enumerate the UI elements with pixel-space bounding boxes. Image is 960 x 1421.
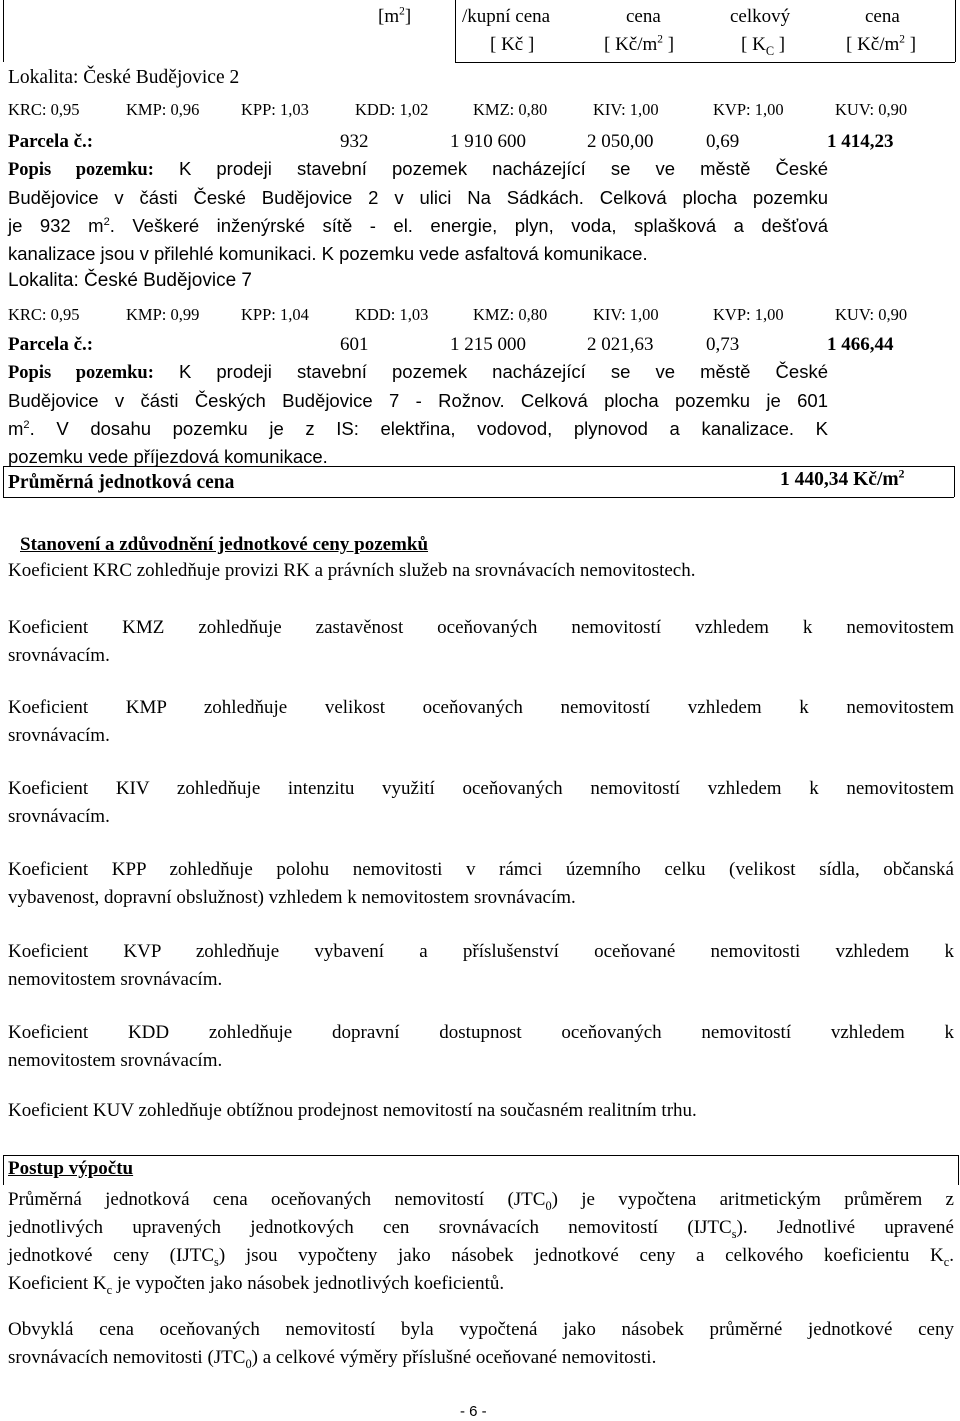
parcel-description: Popis pozemku: K prodeji stavební pozemek nacházející se ve městě České Budějovice v části České Budějovice 2 v ulici Na Sádkách. Celková plocha pozemku je 932 $m^2$. Veškeré inženýrské sítě - el. energie, plyn, voda, splašková a dešťová kanalizace jsou v přilehlé komunikaci. K pozemku vede asfaltová komunikace.	[8, 158, 828, 264]
parcel-label: Parcela č.:	[8, 131, 94, 152]
procedure-paragraph-2: Obvyklá cena oceňovaných nemovitostí byla vypočtená jako násobek průměrné jednotkové ceny srovnávacích nemovitosti $(JTC_0)$ a celkové výměry příslušné oceňované nemovitosti.	[8, 1319, 954, 1371]
parcel-description: Popis pozemku: K prodeji stavební pozemek nacházející se ve městě České Budějovice v části Českých Budějovice 7 - Rožnov. Celková plocha pozemku je 601 $m^2$. V dosahu pozemku je z IS: elektřina, vodovod, plynovod a kanalizace. K pozemku vede příjezdová komunikace.	[8, 361, 828, 467]
average-right-border	[954, 466, 955, 497]
header-unitprice-unit: [ $Kč/m^2$ ]	[604, 33, 675, 55]
parcel-unit-price: 2 021,63	[587, 334, 654, 355]
locality-title: Lokalita: České Budějovice 2	[8, 67, 240, 88]
average-divider	[3, 466, 954, 467]
justification-heading: Stanovení a zdůvodnění jednotkové ceny pozemků	[20, 534, 429, 555]
header-unitprice-top: cena	[626, 6, 661, 27]
kdd-text: Koeficient KDD zohledňuje dopravní dostupnost oceňovaných nemovitostí vzhledem k nemovitostem srovnávacím.	[8, 1022, 954, 1071]
average-value: 1 440,34 $Kč/m^2$	[780, 467, 905, 490]
page-number: - 6 -	[460, 1403, 487, 1420]
kuv-text: Koeficient KUV zohledňuje obtížnou prodejnost nemovitostí na současném realitním trhu.	[8, 1100, 697, 1121]
kmz-text: Koeficient KMZ zohledňuje zastavěnost oceňovaných nemovitostí vzhledem k nemovitostem srovnávacím.	[8, 617, 954, 666]
parcel-total-coef: 0,73	[706, 334, 740, 355]
header-total-top: celkový	[730, 6, 791, 27]
parcel-total-coef: 0,69	[706, 131, 740, 152]
header-adj-top: cena	[865, 6, 900, 27]
kpp-text: Koeficient KPP zohledňuje polohu nemovitosti v rámci územního celku (velikost sídla, občanská vybavenost, dopravní obslužnost) vzhledem k nemovitostem srovnávacím.	[8, 859, 954, 908]
header-total-unit: [ $K_C$ ]	[741, 34, 786, 58]
kmp-text: Koeficient KMP zohledňuje velikost oceňovaných nemovitostí vzhledem k nemovitostem srovnávacím.	[8, 697, 954, 746]
parcel-adj-price: 1 466,44	[827, 334, 894, 355]
procedure-heading: Postup výpočtu	[8, 1158, 134, 1179]
parcel-label: Parcela č.:	[8, 334, 94, 355]
header-price-unit: [ Kč ]	[490, 34, 535, 55]
parcel-area: 932	[340, 131, 369, 152]
header-adj-unit: [ $Kč/m^2$ ]	[846, 33, 917, 55]
kiv-text: Koeficient KIV zohledňuje intenzitu využití oceňovaných nemovitostí vzhledem k nemovitostem srovnávacím.	[8, 778, 954, 827]
header-price-top: /kupní cena	[462, 6, 551, 27]
kvp-text: Koeficient KVP zohledňuje vybavení a příslušenství oceňované nemovitosti vzhledem k nemovitostem srovnávacím.	[8, 941, 954, 990]
header-underline	[455, 62, 955, 63]
locality-title: Lokalita: České Budějovice 7	[8, 270, 252, 291]
average-label: Průměrná jednotková cena	[8, 472, 235, 493]
parcel-unit-price: 2 050,00	[587, 131, 654, 152]
parcel-area: 601	[340, 334, 369, 355]
parcel-price: 1 215 000	[450, 334, 526, 355]
krc-text: Koeficient KRC zohledňuje provizi RK a právních služeb na srovnávacích nemovitostech.	[8, 560, 696, 581]
average-left-border	[3, 466, 4, 497]
average-bottom-border	[3, 497, 954, 498]
parcel-adj-price: 1 414,23	[827, 131, 894, 152]
header-divider	[455, 0, 456, 62]
procedure-paragraph-1: Průměrná jednotková cena oceňovaných nemovitostí $(JTC_0)$ je vypočtena aritmetickým průměrem z jednotlivých upravených jednotkových cen srovnávacích nemovitostí $(IJTC_s)$. Jednotlivé upravené jednotkové ceny $(IJTC_s)$ jsou vypočteny jako násobek jednotkové ceny a celkového koeficientu $K_c$. Koeficient $K_c$ je vypočten jako násobek jednotlivých koeficientů.	[8, 1189, 954, 1297]
parcel-price: 1 910 600	[450, 131, 526, 152]
procedure-frame	[3, 1155, 959, 1185]
header-area: $[m^2]$	[378, 5, 412, 27]
